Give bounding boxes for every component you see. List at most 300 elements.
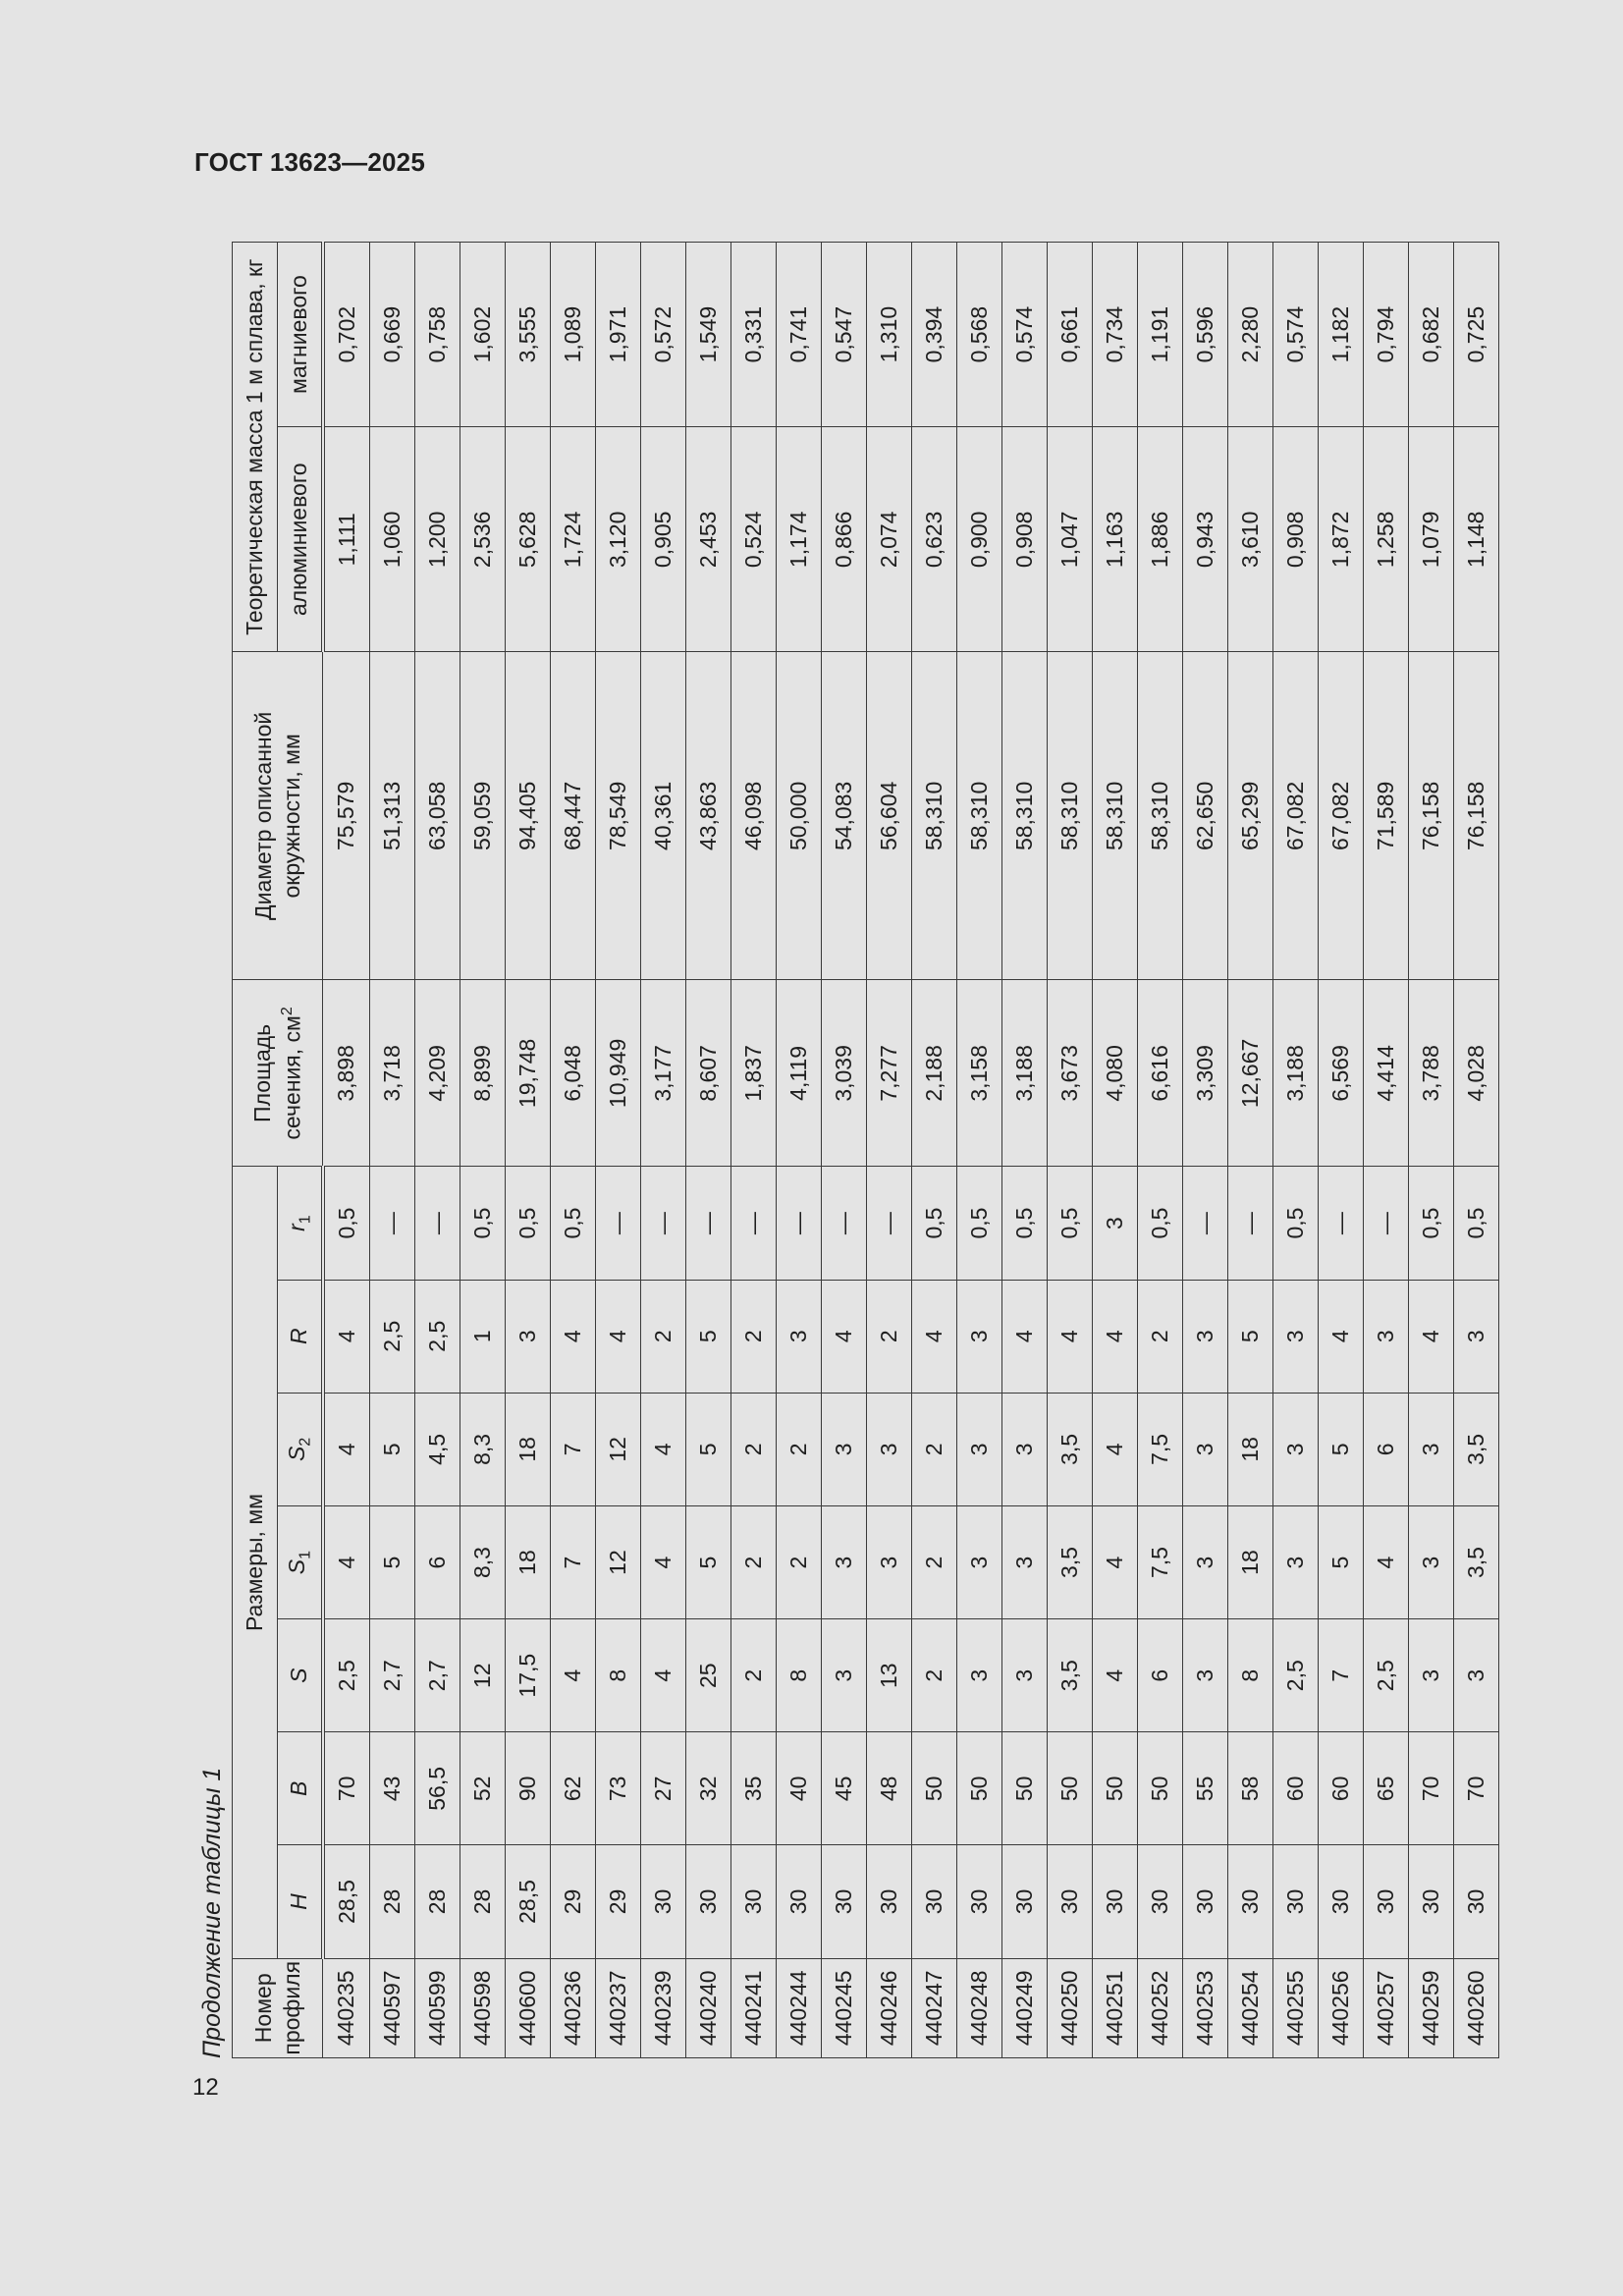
table-row	[821, 243, 866, 2058]
cell-S1: 5	[685, 1505, 730, 1618]
cell-profile-number: 440254	[1227, 1958, 1272, 2057]
header-r1-base: r	[284, 1224, 310, 1231]
cell-H: 28,5	[505, 1845, 550, 1958]
cell-r1: —	[1182, 1167, 1227, 1280]
cell-S: 2,5	[323, 1619, 370, 1732]
cell-R: 2,5	[369, 1280, 414, 1393]
cell-S: 3	[1453, 1619, 1498, 1732]
cell-R: 4	[911, 1280, 956, 1393]
table-row	[369, 243, 414, 2058]
cell-mass-aluminium: 1,079	[1408, 427, 1453, 652]
cell-section-area: 1,837	[730, 980, 776, 1167]
header-dimensions: Размеры, мм	[233, 1167, 278, 1958]
cell-diameter: 50,000	[776, 652, 821, 980]
cell-S2: 3	[1182, 1393, 1227, 1505]
cell-B: 32	[685, 1732, 730, 1845]
cell-mass-aluminium: 0,943	[1182, 427, 1227, 652]
cell-r1: 0,5	[1272, 1167, 1318, 1280]
cell-S1: 4	[1092, 1505, 1137, 1618]
cell-r1: —	[369, 1167, 414, 1280]
cell-r1: —	[866, 1167, 911, 1280]
cell-B: 56,5	[414, 1732, 460, 1845]
header-S: S	[278, 1619, 323, 1732]
cell-r1: —	[414, 1167, 460, 1280]
cell-mass-aluminium: 0,908	[1001, 427, 1047, 652]
cell-S: 25	[685, 1619, 730, 1732]
cell-mass-aluminium: 0,900	[956, 427, 1001, 652]
cell-profile-number: 440599	[414, 1958, 460, 2057]
table-row	[505, 243, 550, 2058]
cell-profile-number: 440241	[730, 1958, 776, 2057]
page-number: 12	[192, 2074, 219, 2101]
cell-B: 60	[1272, 1732, 1318, 1845]
cell-S2: 18	[505, 1393, 550, 1505]
cell-R: 3	[1182, 1280, 1227, 1393]
cell-R: 4	[1047, 1280, 1092, 1393]
cell-R: 5	[685, 1280, 730, 1393]
table-row	[1363, 243, 1408, 2058]
table-row	[911, 243, 956, 2058]
table-row	[595, 243, 640, 2058]
cell-diameter: 78,549	[595, 652, 640, 980]
cell-r1: 0,5	[911, 1167, 956, 1280]
cell-mass-magnesium: 0,572	[640, 243, 685, 427]
cell-H: 30	[1137, 1845, 1182, 1958]
cell-diameter: 58,310	[1137, 652, 1182, 980]
cell-r1: —	[730, 1167, 776, 1280]
cell-r1: —	[1363, 1167, 1408, 1280]
table-row	[1137, 243, 1182, 2058]
cell-diameter: 94,405	[505, 652, 550, 980]
cell-S1: 6	[414, 1505, 460, 1618]
cell-H: 28	[414, 1845, 460, 1958]
cell-R: 2,5	[414, 1280, 460, 1393]
header-R: R	[278, 1280, 323, 1393]
cell-mass-aluminium: 5,628	[505, 427, 550, 652]
cell-S1: 12	[595, 1505, 640, 1618]
cell-R: 4	[550, 1280, 595, 1393]
cell-r1: 0,5	[460, 1167, 505, 1280]
cell-S: 3	[1182, 1619, 1227, 1732]
cell-section-area: 3,158	[956, 980, 1001, 1167]
cell-r1: —	[595, 1167, 640, 1280]
cell-mass-magnesium: 1,971	[595, 243, 640, 427]
cell-profile-number: 440248	[956, 1958, 1001, 2057]
header-r1	[278, 1167, 323, 1280]
cell-r1: 0,5	[1408, 1167, 1453, 1280]
cell-mass-magnesium: 1,602	[460, 243, 505, 427]
cell-mass-magnesium: 0,741	[776, 243, 821, 427]
cell-section-area: 3,673	[1047, 980, 1092, 1167]
cell-H: 30	[685, 1845, 730, 1958]
cell-mass-aluminium: 2,074	[866, 427, 911, 652]
cell-H: 30	[1363, 1845, 1408, 1958]
cell-profile-number: 440244	[776, 1958, 821, 2057]
cell-S: 3	[1001, 1619, 1047, 1732]
cell-B: 62	[550, 1732, 595, 1845]
table-row	[1227, 243, 1272, 2058]
cell-mass-magnesium: 0,331	[730, 243, 776, 427]
header-profile-number: Номер профиля	[233, 1958, 323, 2057]
cell-S1: 3	[1408, 1505, 1453, 1618]
cell-S1: 3	[1182, 1505, 1227, 1618]
header-H: H	[278, 1845, 323, 1958]
cell-mass-magnesium: 0,568	[956, 243, 1001, 427]
cell-mass-aluminium: 0,905	[640, 427, 685, 652]
cell-diameter: 63,058	[414, 652, 460, 980]
cell-R: 4	[1092, 1280, 1137, 1393]
cell-B: 50	[1047, 1732, 1092, 1845]
cell-diameter: 75,579	[323, 652, 370, 980]
cell-S2: 6	[1363, 1393, 1408, 1505]
cell-S1: 4	[323, 1505, 370, 1618]
table-row	[1001, 243, 1047, 2058]
cell-mass-magnesium: 1,182	[1318, 243, 1363, 427]
cell-section-area: 4,209	[414, 980, 460, 1167]
cell-S: 12	[460, 1619, 505, 1732]
cell-B: 43	[369, 1732, 414, 1845]
header-S2	[278, 1393, 323, 1505]
cell-H: 30	[1272, 1845, 1318, 1958]
cell-section-area: 19,748	[505, 980, 550, 1167]
cell-S1: 3	[1001, 1505, 1047, 1618]
cell-mass-aluminium: 2,453	[685, 427, 730, 652]
cell-S1: 3	[1272, 1505, 1318, 1618]
cell-mass-magnesium: 0,596	[1182, 243, 1227, 427]
cell-R: 4	[1001, 1280, 1047, 1393]
cell-S2: 3	[1408, 1393, 1453, 1505]
cell-diameter: 51,313	[369, 652, 414, 980]
table-row	[866, 243, 911, 2058]
cell-diameter: 65,299	[1227, 652, 1272, 980]
table-row	[550, 243, 595, 2058]
cell-section-area: 3,177	[640, 980, 685, 1167]
cell-R: 4	[1408, 1280, 1453, 1393]
cell-section-area: 7,277	[866, 980, 911, 1167]
cell-S2: 3	[821, 1393, 866, 1505]
cell-section-area: 12,667	[1227, 980, 1272, 1167]
cell-S: 3	[821, 1619, 866, 1732]
profiles-table	[232, 242, 1499, 2058]
cell-mass-magnesium: 0,394	[911, 243, 956, 427]
cell-diameter: 67,082	[1318, 652, 1363, 980]
cell-mass-aluminium: 1,111	[323, 427, 370, 652]
cell-profile-number: 440247	[911, 1958, 956, 2057]
cell-R: 4	[323, 1280, 370, 1393]
header-section-area	[233, 980, 323, 1167]
cell-S: 7	[1318, 1619, 1363, 1732]
cell-r1: 0,5	[1137, 1167, 1182, 1280]
cell-H: 30	[1408, 1845, 1453, 1958]
cell-mass-aluminium: 0,623	[911, 427, 956, 652]
cell-S: 8	[1227, 1619, 1272, 1732]
cell-section-area: 10,949	[595, 980, 640, 1167]
cell-S1: 2	[776, 1505, 821, 1618]
cell-diameter: 76,158	[1408, 652, 1453, 980]
cell-B: 90	[505, 1732, 550, 1845]
cell-profile-number: 440256	[1318, 1958, 1363, 2057]
cell-S2: 7	[550, 1393, 595, 1505]
cell-profile-number: 440251	[1092, 1958, 1137, 2057]
cell-diameter: 58,310	[1092, 652, 1137, 980]
cell-S2: 18	[1227, 1393, 1272, 1505]
cell-B: 27	[640, 1732, 685, 1845]
cell-S1: 8,3	[460, 1505, 505, 1618]
table-row	[1092, 243, 1137, 2058]
header-S2-base: S	[284, 1446, 310, 1462]
cell-S: 6	[1137, 1619, 1182, 1732]
cell-H: 30	[776, 1845, 821, 1958]
document-header: ГОСТ 13623—2025	[194, 147, 425, 177]
cell-H: 30	[1182, 1845, 1227, 1958]
cell-mass-magnesium: 0,574	[1001, 243, 1047, 427]
cell-mass-aluminium: 1,872	[1318, 427, 1363, 652]
cell-diameter: 67,082	[1272, 652, 1318, 980]
header-aluminium: алюминиевого	[278, 427, 323, 652]
cell-H: 30	[1453, 1845, 1498, 1958]
table-row	[956, 243, 1001, 2058]
cell-H: 30	[956, 1845, 1001, 1958]
cell-profile-number: 440252	[1137, 1958, 1182, 2057]
cell-mass-magnesium: 0,725	[1453, 243, 1498, 427]
cell-H: 30	[1318, 1845, 1363, 1958]
cell-mass-aluminium: 1,200	[414, 427, 460, 652]
cell-B: 55	[1182, 1732, 1227, 1845]
cell-S2: 12	[595, 1393, 640, 1505]
cell-diameter: 59,059	[460, 652, 505, 980]
cell-mass-magnesium: 1,549	[685, 243, 730, 427]
table-body	[323, 243, 1499, 2058]
cell-profile-number: 440598	[460, 1958, 505, 2057]
cell-mass-magnesium: 0,661	[1047, 243, 1092, 427]
table-row	[1453, 243, 1498, 2058]
cell-R: 2	[1137, 1280, 1182, 1393]
cell-B: 48	[866, 1732, 911, 1845]
cell-r1: —	[640, 1167, 685, 1280]
table-row	[1047, 243, 1092, 2058]
cell-R: 3	[956, 1280, 1001, 1393]
cell-S2: 7,5	[1137, 1393, 1182, 1505]
cell-R: 3	[1272, 1280, 1318, 1393]
cell-H: 30	[821, 1845, 866, 1958]
cell-r1: 0,5	[1453, 1167, 1498, 1280]
cell-R: 2	[640, 1280, 685, 1393]
cell-H: 30	[911, 1845, 956, 1958]
header-S1	[278, 1505, 323, 1618]
cell-mass-aluminium: 3,120	[595, 427, 640, 652]
cell-r1: —	[821, 1167, 866, 1280]
cell-H: 30	[1092, 1845, 1137, 1958]
cell-mass-magnesium: 0,734	[1092, 243, 1137, 427]
cell-r1: 0,5	[505, 1167, 550, 1280]
cell-profile-number: 440259	[1408, 1958, 1453, 2057]
cell-section-area: 6,569	[1318, 980, 1363, 1167]
cell-section-area: 4,414	[1363, 980, 1408, 1167]
cell-mass-aluminium: 1,163	[1092, 427, 1137, 652]
cell-H: 29	[595, 1845, 640, 1958]
cell-section-area: 4,080	[1092, 980, 1137, 1167]
table-row	[1408, 243, 1453, 2058]
cell-mass-aluminium: 1,886	[1137, 427, 1182, 652]
cell-B: 50	[1137, 1732, 1182, 1845]
cell-S2: 3	[956, 1393, 1001, 1505]
cell-R: 3	[1453, 1280, 1498, 1393]
cell-B: 35	[730, 1732, 776, 1845]
cell-profile-number: 440246	[866, 1958, 911, 2057]
cell-mass-magnesium: 0,547	[821, 243, 866, 427]
cell-B: 50	[956, 1732, 1001, 1845]
cell-S1: 7	[550, 1505, 595, 1618]
cell-mass-magnesium: 0,574	[1272, 243, 1318, 427]
cell-S: 2,5	[1272, 1619, 1318, 1732]
cell-S2: 4	[640, 1393, 685, 1505]
cell-B: 73	[595, 1732, 640, 1845]
cell-S: 8	[776, 1619, 821, 1732]
cell-diameter: 43,863	[685, 652, 730, 980]
cell-section-area: 2,188	[911, 980, 956, 1167]
cell-H: 30	[730, 1845, 776, 1958]
cell-mass-aluminium: 1,174	[776, 427, 821, 652]
cell-B: 58	[1227, 1732, 1272, 1845]
cell-diameter: 40,361	[640, 652, 685, 980]
cell-section-area: 3,188	[1272, 980, 1318, 1167]
cell-S1: 4	[640, 1505, 685, 1618]
header-magnesium: магниевого	[278, 243, 323, 427]
cell-H: 30	[1227, 1845, 1272, 1958]
cell-r1: —	[776, 1167, 821, 1280]
cell-mass-magnesium: 2,280	[1227, 243, 1272, 427]
cell-profile-number: 440245	[821, 1958, 866, 2057]
cell-diameter: 62,650	[1182, 652, 1227, 980]
cell-mass-magnesium: 0,669	[369, 243, 414, 427]
cell-S: 4	[1092, 1619, 1137, 1732]
cell-mass-magnesium: 0,794	[1363, 243, 1408, 427]
cell-S: 2,7	[414, 1619, 460, 1732]
cell-R: 2	[730, 1280, 776, 1393]
cell-S2: 4,5	[414, 1393, 460, 1505]
cell-R: 1	[460, 1280, 505, 1393]
table-row	[1318, 243, 1363, 2058]
cell-diameter: 56,604	[866, 652, 911, 980]
cell-B: 40	[776, 1732, 821, 1845]
cell-mass-magnesium: 3,555	[505, 243, 550, 427]
cell-R: 3	[505, 1280, 550, 1393]
cell-mass-magnesium: 0,702	[323, 243, 370, 427]
cell-S1: 3	[821, 1505, 866, 1618]
cell-profile-number: 440257	[1363, 1958, 1408, 2057]
cell-B: 50	[911, 1732, 956, 1845]
cell-r1: —	[685, 1167, 730, 1280]
cell-S2: 2	[776, 1393, 821, 1505]
cell-profile-number: 440237	[595, 1958, 640, 2057]
cell-R: 5	[1227, 1280, 1272, 1393]
cell-S: 2	[911, 1619, 956, 1732]
cell-r1: 0,5	[1001, 1167, 1047, 1280]
cell-diameter: 68,447	[550, 652, 595, 980]
header-section-area-text: Площадь сечения, см	[248, 1015, 305, 1140]
cell-S2: 4	[323, 1393, 370, 1505]
cell-r1: 3	[1092, 1167, 1137, 1280]
cell-profile-number: 440250	[1047, 1958, 1092, 2057]
cell-R: 3	[776, 1280, 821, 1393]
cell-section-area: 4,119	[776, 980, 821, 1167]
cell-profile-number: 440253	[1182, 1958, 1227, 2057]
cell-mass-magnesium: 0,758	[414, 243, 460, 427]
cell-S: 4	[640, 1619, 685, 1732]
cell-S2: 3	[866, 1393, 911, 1505]
cell-S: 2,5	[1363, 1619, 1408, 1732]
cell-R: 4	[821, 1280, 866, 1393]
cell-R: 4	[595, 1280, 640, 1393]
cell-B: 70	[1453, 1732, 1498, 1845]
cell-H: 29	[550, 1845, 595, 1958]
cell-B: 65	[1363, 1732, 1408, 1845]
header-theoretical-mass: Теоретическая масса 1 м сплава, кг	[233, 243, 278, 652]
cell-S2: 5	[369, 1393, 414, 1505]
cell-S1: 18	[505, 1505, 550, 1618]
cell-S: 2	[730, 1619, 776, 1732]
header-B: B	[278, 1732, 323, 1845]
cell-diameter: 46,098	[730, 652, 776, 980]
cell-S2: 4	[1092, 1393, 1137, 1505]
cell-H: 30	[866, 1845, 911, 1958]
cell-mass-aluminium: 1,047	[1047, 427, 1092, 652]
table-row	[1182, 243, 1227, 2058]
cell-section-area: 6,048	[550, 980, 595, 1167]
header-section-area-sup: 2	[277, 1007, 296, 1016]
cell-mass-aluminium: 0,866	[821, 427, 866, 652]
cell-profile-number: 440255	[1272, 1958, 1318, 2057]
cell-r1: 0,5	[550, 1167, 595, 1280]
cell-S: 2,7	[369, 1619, 414, 1732]
header-r1-sub: 1	[296, 1215, 314, 1225]
cell-mass-aluminium: 0,908	[1272, 427, 1318, 652]
cell-B: 70	[1408, 1732, 1453, 1845]
table-row	[460, 243, 505, 2058]
cell-profile-number: 440260	[1453, 1958, 1498, 2057]
cell-S2: 2	[730, 1393, 776, 1505]
cell-R: 4	[1318, 1280, 1363, 1393]
cell-r1: —	[1318, 1167, 1363, 1280]
cell-B: 45	[821, 1732, 866, 1845]
cell-H: 28	[460, 1845, 505, 1958]
cell-section-area: 3,718	[369, 980, 414, 1167]
cell-H: 28,5	[323, 1845, 370, 1958]
table-row	[730, 243, 776, 2058]
rotated-table-area	[192, 163, 1488, 2058]
cell-S: 3	[956, 1619, 1001, 1732]
cell-profile-number: 440600	[505, 1958, 550, 2057]
cell-diameter: 71,589	[1363, 652, 1408, 980]
cell-S2: 3,5	[1453, 1393, 1498, 1505]
cell-S2: 5	[685, 1393, 730, 1505]
cell-B: 50	[1001, 1732, 1047, 1845]
cell-S1: 5	[369, 1505, 414, 1618]
cell-section-area: 3,039	[821, 980, 866, 1167]
cell-S1: 18	[1227, 1505, 1272, 1618]
cell-S2: 3,5	[1047, 1393, 1092, 1505]
cell-diameter: 58,310	[1047, 652, 1092, 980]
cell-diameter: 58,310	[956, 652, 1001, 980]
cell-mass-magnesium: 0,682	[1408, 243, 1453, 427]
cell-diameter: 54,083	[821, 652, 866, 980]
cell-S1: 3,5	[1047, 1505, 1092, 1618]
cell-mass-aluminium: 1,724	[550, 427, 595, 652]
cell-section-area: 8,607	[685, 980, 730, 1167]
cell-S2: 3	[1272, 1393, 1318, 1505]
cell-S1: 3	[956, 1505, 1001, 1618]
cell-S1: 4	[1363, 1505, 1408, 1618]
